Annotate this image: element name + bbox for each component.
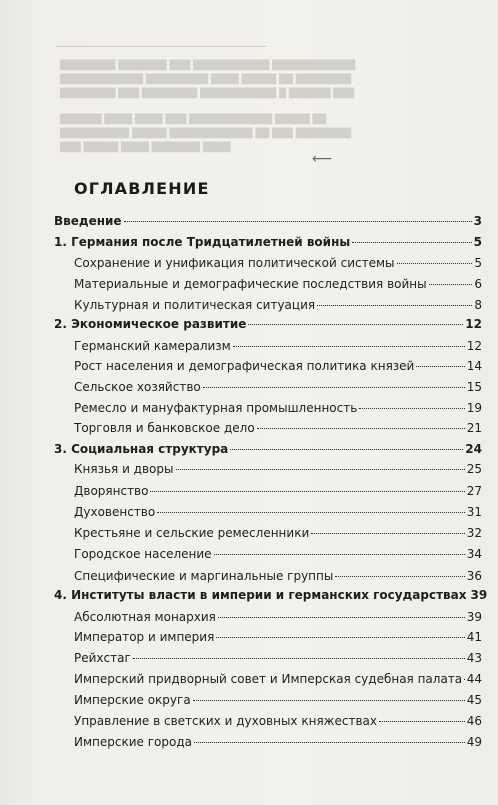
toc-entry-row xyxy=(74,461,482,477)
dot-leader xyxy=(311,533,464,534)
toc-entry-row xyxy=(74,379,482,395)
toc-entry-title: Имперские города xyxy=(74,735,192,749)
toc-entry-row xyxy=(74,483,482,499)
dot-leader xyxy=(194,742,465,743)
dot-leader xyxy=(359,408,464,409)
toc-page-number: 5 xyxy=(473,235,482,249)
toc-entry-title: Крестьяне и сельские ремесленники xyxy=(74,526,310,540)
toc-entry-row xyxy=(74,338,482,354)
toc-entry-title: Духовенство xyxy=(74,505,156,519)
toc-entry-row xyxy=(74,671,482,687)
toc-entry-title: Сельское хозяйство xyxy=(74,380,201,394)
toc-entry-row xyxy=(74,504,482,520)
toc-page-number: 34 xyxy=(466,547,482,561)
toc-entry-title: Управление в светских и духовных княжествах xyxy=(74,714,377,728)
toc-entry-row xyxy=(74,713,482,729)
toc-entry-row xyxy=(74,358,482,374)
toc-page-number: 3 xyxy=(473,214,482,228)
toc-entry-title: Дворянство xyxy=(74,484,149,498)
toc-page-number: 14 xyxy=(466,359,482,373)
toc-page-number: 15 xyxy=(466,380,482,394)
dot-leader xyxy=(464,679,465,680)
toc-page-number: 6 xyxy=(474,277,482,291)
page-title: ОГЛАВЛЕНИЕ xyxy=(74,179,210,198)
dot-leader xyxy=(352,242,471,243)
toc-page-number: 32 xyxy=(466,526,482,540)
toc-entry-row xyxy=(74,525,482,541)
dot-leader xyxy=(214,554,465,555)
toc-page-number: 19 xyxy=(466,401,482,415)
toc-entry-row xyxy=(74,609,482,625)
toc-page-number: 8 xyxy=(474,298,482,312)
toc-page-number: 12 xyxy=(466,339,482,353)
toc-section-row xyxy=(54,441,482,457)
toc-entry-row xyxy=(74,255,482,271)
toc-page-number: 5 xyxy=(474,256,482,270)
toc-entry-title: 4. Институты власти в империи и германских государствах xyxy=(54,588,467,602)
bleed-through-text: ███ █████ ████ ███████ ████ xyxy=(60,143,231,153)
toc-entry-title: Имперские округа xyxy=(74,693,191,707)
dot-leader xyxy=(203,387,465,388)
toc-entry-title: Введение xyxy=(54,214,122,228)
dot-leader xyxy=(248,324,463,325)
toc-entry-title: Торговля и банковское дело xyxy=(74,421,255,435)
toc-entry-title: Специфические и маргинальные группы xyxy=(74,569,334,583)
toc-entry-title: Городское население xyxy=(74,547,212,561)
toc-entry-row xyxy=(74,692,482,708)
toc-page-number: 39 xyxy=(466,610,482,624)
toc-entry-row xyxy=(74,734,482,750)
dot-leader xyxy=(416,366,464,367)
toc-section-row xyxy=(54,234,482,250)
toc-entry-title: Император и империя xyxy=(74,630,215,644)
toc-page-number: 41 xyxy=(466,630,482,644)
dot-leader xyxy=(150,491,464,492)
toc-section-row xyxy=(54,587,488,603)
toc-page-number: 43 xyxy=(466,651,482,665)
toc-entry-row xyxy=(74,400,482,416)
toc-entry-title: Имперский придворный совет и Имперская судебная палата xyxy=(74,672,463,686)
toc-entry-title: Рейхстаг xyxy=(74,651,131,665)
toc-entry-title: Абсолютная монархия xyxy=(74,610,216,624)
toc-entry-row xyxy=(74,297,482,313)
dot-leader xyxy=(379,721,465,722)
dot-leader xyxy=(176,469,465,470)
toc-entry-row xyxy=(74,546,482,562)
toc-page-number: 12 xyxy=(465,317,482,331)
toc-page-number: 27 xyxy=(466,484,482,498)
toc-page-number: 36 xyxy=(466,569,482,583)
dot-leader xyxy=(157,512,464,513)
toc-entry-title: Рост населения и демографическая политика князей xyxy=(74,359,415,373)
toc-entry-title: Германский камерализм xyxy=(74,339,231,353)
dot-leader xyxy=(133,658,465,659)
dot-leader xyxy=(124,221,472,222)
dot-leader xyxy=(317,305,472,306)
bleed-through-text: ██████████ █████ ████████████ ██ ███ ████████ xyxy=(60,129,352,139)
toc-entry-row xyxy=(74,650,482,666)
toc-entry-row xyxy=(74,276,482,292)
dot-leader xyxy=(216,637,464,638)
toc-entry-title: Сохранение и унификация политической системы xyxy=(74,256,395,270)
bleed-through-text: ████████████ █████████ ████ █████ ██ ████████ xyxy=(60,75,352,85)
toc-entry-row xyxy=(74,629,482,645)
toc-entry-title: Культурная и политическая ситуация xyxy=(74,298,316,312)
toc-page-number: 21 xyxy=(466,421,482,435)
toc-page-number: 39 xyxy=(470,588,488,602)
dot-leader xyxy=(257,428,465,429)
dot-leader xyxy=(218,617,465,618)
toc-section-row xyxy=(54,213,482,229)
toc-entry-title: 3. Социальная структура xyxy=(54,442,229,456)
bleed-through-text: ██████ ████ ████ ███ ████████████ █████ ██ xyxy=(60,115,327,125)
dot-leader xyxy=(429,284,473,285)
toc-section-row xyxy=(54,316,482,332)
toc-page-number: 49 xyxy=(466,735,482,749)
toc-entry-row xyxy=(74,568,482,584)
toc-page-number: 31 xyxy=(466,505,482,519)
toc-entry-title: Князья и дворы xyxy=(74,462,174,476)
dot-leader xyxy=(230,449,463,450)
toc-entry-title: Материальные и демографические последствия войны xyxy=(74,277,427,291)
toc-entry-title: 2. Экономическое развитие xyxy=(54,317,247,331)
toc-page-number: 44 xyxy=(466,672,482,686)
bleed-through-text: ████████ ███████ ███ ███████████ ████████████ xyxy=(60,61,356,71)
bleed-through-text: ████████ ███ ████████ ███████████ █ ██████ ███ xyxy=(60,89,355,99)
arrow-left-icon: ⟵ xyxy=(312,151,333,167)
dot-leader xyxy=(397,263,473,264)
dot-leader xyxy=(335,576,464,577)
toc-page-number: 45 xyxy=(466,693,482,707)
dot-leader xyxy=(193,700,465,701)
toc-page-number: 46 xyxy=(466,714,482,728)
toc-page-number: 25 xyxy=(466,462,482,476)
dot-leader xyxy=(233,346,465,347)
toc-entry-row xyxy=(74,420,482,436)
toc-entry-title: Ремесло и мануфактурная промышленность xyxy=(74,401,358,415)
toc-page-number: 24 xyxy=(465,442,482,456)
toc-entry-title: 1. Германия после Тридцатилетней войны xyxy=(54,235,351,249)
